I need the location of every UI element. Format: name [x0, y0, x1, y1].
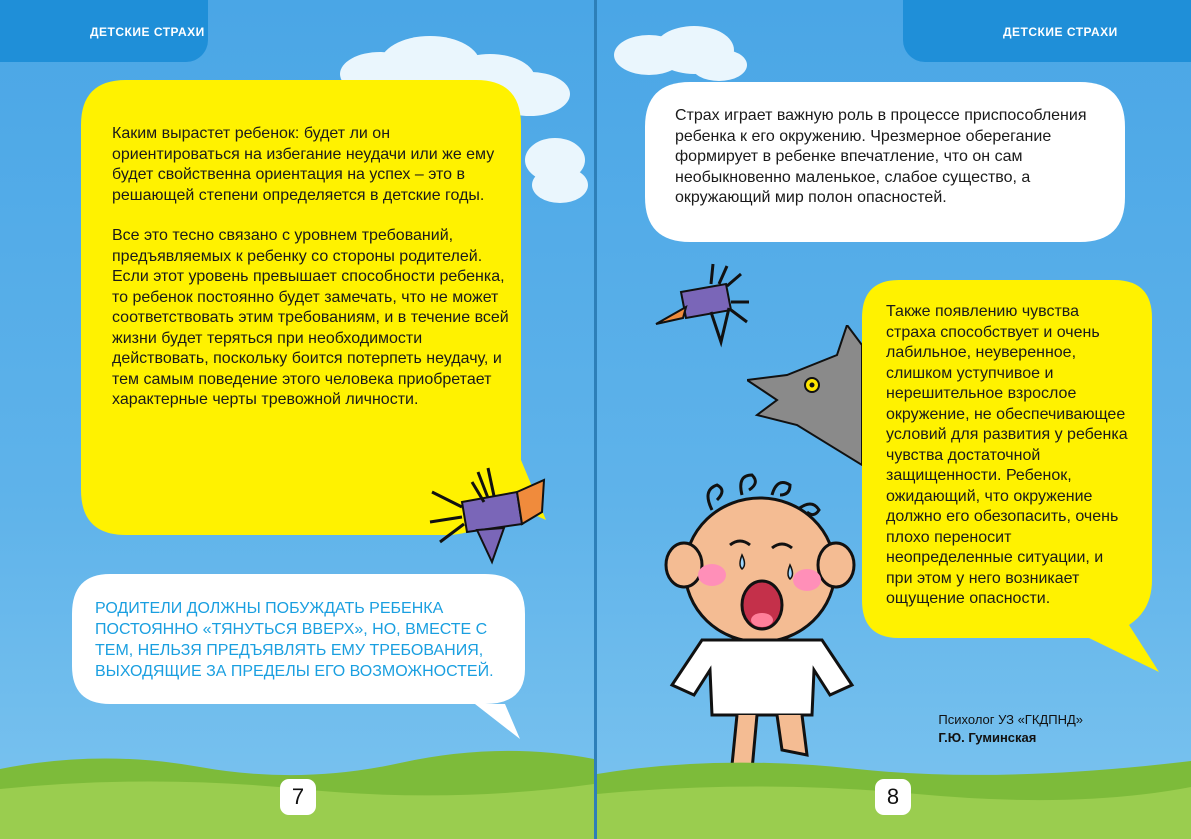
signature-name: Г.Ю. Гуминская [938, 730, 1037, 745]
page-number: 7 [280, 779, 316, 815]
callout-text: РОДИТЕЛИ ДОЛЖНЫ ПОБУЖДАТЬ РЕБЕНКА ПОСТОЯННО «ТЯНУТЬСЯ ВВЕРХ», НО, ВМЕСТЕ С ТЕМ, НЕЛЬЗЯ ПРЕДЪЯВЛЯТЬ ЕМУ ТРЕБОВАНИЯ, ВЫХОДЯЩИЕ ЗА ПРЕДЕЛЫ ЕГО ВОЗМОЖНОСТЕЙ. [95, 600, 494, 680]
left-paragraph-2: Все это тесно связано с уровнем требований, предъявляемых к ребенку со стороны родителей. Если этот уровень превышает способности ребенка, то ребенок постоянно будет замечать, что не может соответствовать этим требованиям, и в течение всей жизни будет теряться при необходимости действовать, поскольку боится потерпеть неудачу, и тем самым поведение этого человека приобретает характерные черты тревожной личности. [112, 227, 509, 408]
left-paragraph-1: Каким вырастет ребенок: будет ли он ориентироваться на избегание неудачи или же ему будет свойственна ориентация на успех – это в решающей степени определяется в детские годы. [112, 125, 495, 204]
signature-role: Психолог УЗ «ГКДПНД» [938, 712, 1083, 727]
wolf-illustration [747, 325, 862, 475]
intro-text: Страх играет важную роль в процессе приспособления ребенка к его окружению. Чрезмерное оберегание формирует в ребенке впечатление, что он сам необыкновенно маленькое, слабое существо, а окружающий мир полон опасностей. [675, 107, 1087, 206]
left-header-tab [0, 0, 208, 62]
left-header-title: ДЕТСКИЕ СТРАХИ [90, 25, 205, 39]
right-header-title: ДЕТСКИЕ СТРАХИ [1003, 25, 1118, 39]
intro-bubble [645, 82, 1125, 244]
callout-bubble [70, 574, 530, 744]
cloud-icon [609, 20, 749, 90]
page-number: 8 [875, 779, 911, 815]
right-header-tab [903, 0, 1191, 62]
info-bubble [859, 280, 1159, 675]
right-page [597, 0, 1191, 839]
bird-illustration [641, 262, 751, 357]
crying-child-illustration [642, 470, 882, 780]
side-text: Также появлению чувства страха способствует и очень лабильное, неуверенное, слишком уступчивое и нерешительное взрослое окружение, не обеспечивающее условий для развития у ребенка чувства достаточной защищенности. Ребенок, ожидающий, что окружение должно его обезопасить, очень плохо переносит неопределенные ситуации, и при этом у него возникает ощущение опасности. [886, 303, 1128, 607]
bird-illustration [422, 462, 552, 572]
signature [938, 711, 1083, 747]
left-page [0, 0, 594, 839]
